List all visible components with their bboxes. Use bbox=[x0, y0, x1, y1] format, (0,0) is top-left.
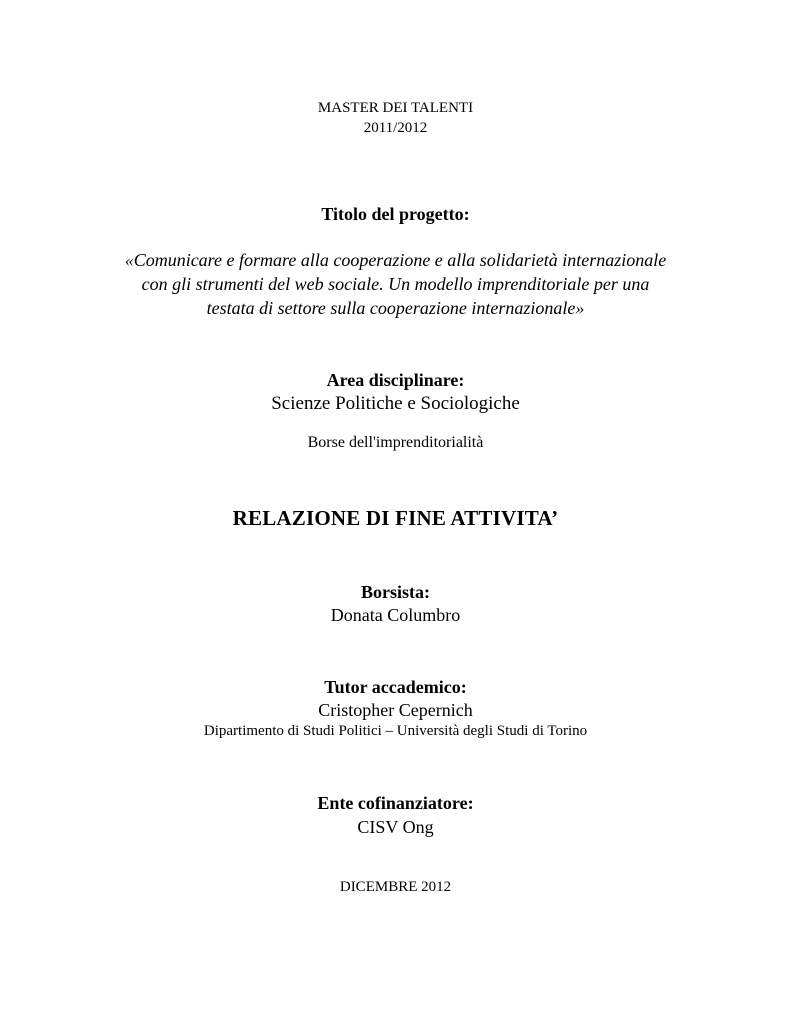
project-title-label: Titolo del progetto: bbox=[321, 204, 470, 224]
grant-type: Borse dell'imprenditorialità bbox=[307, 434, 484, 451]
project-title-line-2: con gli strumenti del web sociale. Un modello imprenditoriale per una bbox=[141, 274, 650, 294]
tutor-department: Dipartimento di Studi Politici – Università degli Studi di Torino bbox=[203, 723, 588, 739]
area-value: Scienze Politiche e Sociologiche bbox=[271, 393, 520, 414]
area-label: Area disciplinare: bbox=[326, 370, 465, 390]
project-title-line-1: «Comunicare e formare alla cooperazione e alla solidarietà internazionale bbox=[124, 250, 667, 270]
cofunder-name: CISV Ong bbox=[357, 817, 434, 837]
cofunder-label: Ente cofinanziatore: bbox=[317, 793, 474, 813]
program-name: MASTER DEI TALENTI bbox=[317, 100, 474, 116]
program-year: 2011/2012 bbox=[363, 120, 428, 136]
tutor-name: Cristopher Cepernich bbox=[318, 700, 473, 720]
report-title: RELAZIONE DI FINE ATTIVITA’ bbox=[232, 506, 559, 530]
project-title-line-3: testata di settore sulla cooperazione internazionale» bbox=[206, 298, 585, 318]
document-date: DICEMBRE 2012 bbox=[339, 879, 452, 895]
tutor-label: Tutor accademico: bbox=[324, 677, 467, 697]
fellow-label: Borsista: bbox=[361, 582, 430, 602]
fellow-name: Donata Columbro bbox=[330, 605, 461, 625]
